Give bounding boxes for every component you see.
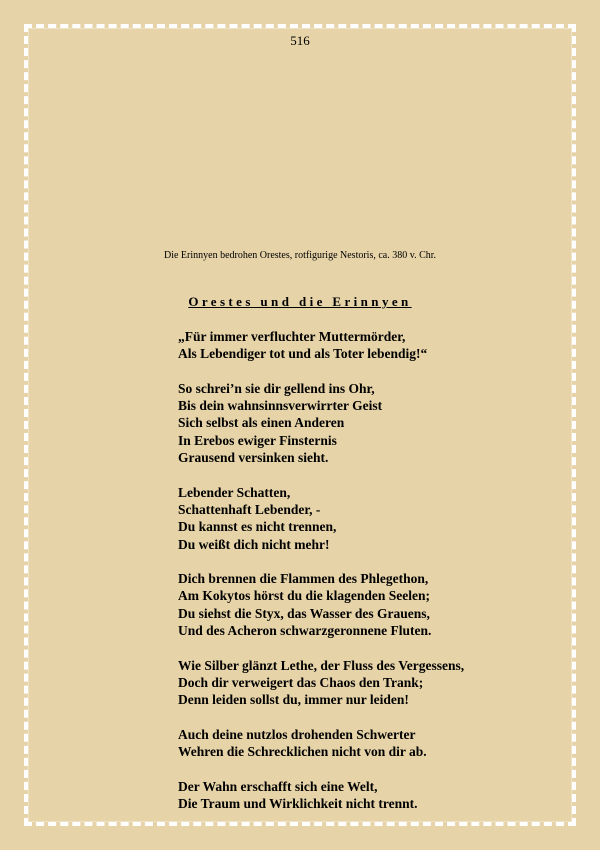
poem-line: Lebender Schatten, <box>178 484 291 500</box>
stanza <box>178 570 464 639</box>
poem-line: Du weißt dich nicht mehr! <box>178 536 330 552</box>
poem-line: Grausend versinken sieht. <box>178 450 329 466</box>
stanza <box>178 726 464 761</box>
poem-line: Auch deine nutzlos drohenden Schwerter <box>178 726 416 742</box>
poem-line: Die Traum und Wirklichkeit nicht trennt. <box>178 796 418 812</box>
poem-body <box>178 328 464 830</box>
poem-line: Denn leiden sollst du, immer nur leiden! <box>178 692 409 708</box>
poem-line: Und des Acheron schwarzgeronnene Fluten. <box>178 623 432 639</box>
poem-line: Wehren die Schrecklichen nicht von dir ab. <box>178 744 427 760</box>
poem-line: So schrei’n sie dir gellend ins Ohr, <box>178 380 375 396</box>
stanza <box>178 380 464 466</box>
stanza <box>178 484 464 553</box>
stanza <box>178 657 464 709</box>
poem-line: In Erebos ewiger Finsternis <box>178 432 337 448</box>
poem-title: Orestes und die Erinnyen <box>188 294 412 309</box>
poem-line: Sich selbst als einen Anderen <box>178 415 345 431</box>
stanza <box>178 778 464 813</box>
image-caption: Die Erinnyen bedrohen Orestes, rotfigurige Nestoris, ca. 380 v. Chr. <box>163 250 437 261</box>
poem-line: Bis dein wahnsinnsverwirrter Geist <box>178 398 383 414</box>
poem-line: Als Lebendiger tot und als Toter lebendig!“ <box>178 346 428 362</box>
poem-line: Du siehst die Styx, das Wasser des Grauens, <box>178 605 430 621</box>
poem-line: Schattenhaft Lebender, - <box>178 501 321 517</box>
poem-line: Der Wahn erschafft sich eine Welt, <box>178 778 378 794</box>
poem-line: Dich brennen die Flammen des Phlegethon, <box>178 571 429 587</box>
poem-line: „Für immer verfluchter Muttermörder, <box>178 329 406 344</box>
poem-line: Wie Silber glänzt Lethe, der Fluss des Vergessens, <box>178 657 465 673</box>
poem-line: Am Kokytos hörst du die klagenden Seelen; <box>178 588 431 604</box>
poem-line: Doch dir verweigert das Chaos den Trank; <box>178 674 424 690</box>
stanza <box>178 328 464 363</box>
page-number: 516 <box>290 33 310 48</box>
poem-line: Du kannst es nicht trennen, <box>178 519 337 535</box>
